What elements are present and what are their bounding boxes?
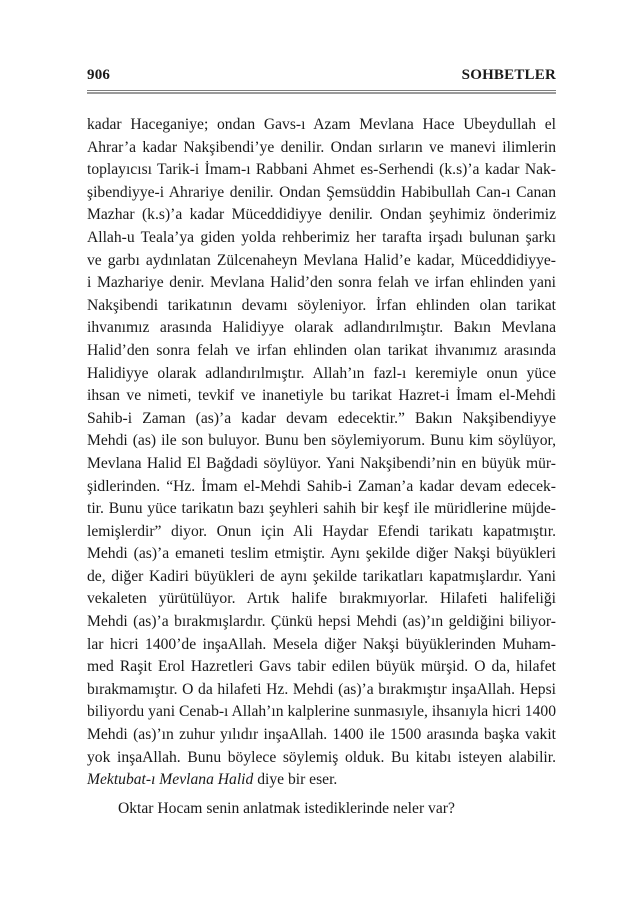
text-line: Mehdi (as)’ın zuhur yılıdır inşaAllah. 1400 ile 1500 arasında başka vakit xyxy=(87,726,556,744)
text-line: i Mazhariye denir. Mevlana Halid’den sonra felah ve irfan ehlinden yani xyxy=(87,274,556,292)
text-line: Halid’den sonra felah ve irfan ehlinden olan tarikat ihvanımız arasında xyxy=(87,341,556,359)
text-line: Mazhar (k.s)’a kadar Müceddidiyye denilir. Ondan şeyhimiz önderimiz xyxy=(87,206,556,224)
text-line: şidlerinden. “Hz. İmam el-Mehdi Sahib-i Zaman’a kadar devam edecek- xyxy=(87,477,556,495)
page-number: 906 xyxy=(87,67,111,83)
text-line: yok inşaAllah. Bunu böylece söylemiş olduk. Bu kitabı isteyen alabilir. xyxy=(87,748,556,766)
text-line: Mevlana Halid El Bağdadi söylüyor. Yani Nakşibendi’nin en büyük mür- xyxy=(87,454,556,472)
text-line: şibendiyye-i Ahrariye denilir. Ondan Şemsüddin Habibullah Can-ı Canan xyxy=(87,183,556,201)
text-line: Sahib-i Zaman (as)’a kadar devam edecektir.” Bakın Nakşibendiyye xyxy=(87,409,556,427)
text-line: Mehdi (as)’a emaneti teslim etmiştir. Aynı şekilde diğer Nakşi büyükleri xyxy=(87,545,556,563)
paragraph-2: Oktar Hocam senin anlatmak istediklerinde neler var? xyxy=(118,799,455,817)
text-line: lar hicri 1400’de inşaAllah. Mesela diğer Nakşi büyüklerinden Muham- xyxy=(87,635,556,653)
text-line: bırakmamıştır. O da hilafeti Hz. Mehdi (as)’a bırakmıştır inşaAllah. Hepsi xyxy=(87,680,556,698)
header-rule-thin xyxy=(87,90,556,91)
running-header xyxy=(87,67,556,87)
text-line: tir. Bunu yüce tarikatın bazı şeyhleri sahih bir keşf ile müridlerine müjde- xyxy=(87,500,556,518)
text-line: ihvanımız arasında Halidiyye olarak adlandırılmıştır. Bakın Mevlana xyxy=(87,319,556,337)
text-line: kadar Haceganiye; ondan Gavs-ı Azam Mevlana Hace Ubeydullah el xyxy=(87,116,556,133)
text-line: Halidiyye olarak adlandırılmıştır. Allah’ın fazl-ı keremiyle onun yüce xyxy=(87,364,556,382)
text-line-rest: diye bir eser. xyxy=(253,771,338,789)
header-rule-thick xyxy=(87,92,556,94)
body-text xyxy=(87,114,556,820)
text-line: toplayıcısı Tarik-i İmam-ı Rabbani Ahmet es-Serhendi (k.s)’a kadar Nak- xyxy=(87,161,556,179)
text-line-last xyxy=(87,769,556,792)
text-line: ihsan ve nimeti, tevkif ve inanetiyle bu tarikat Hazret-i İmam el-Mehdi xyxy=(87,387,556,405)
text-line: Ahrar’a kadar Nakşibendi’ye denilir. Ondan sırların ve manevi ilimlerin xyxy=(87,138,556,156)
text-line: med Raşit Erol Hazretleri Gavs tabir edilen büyük mürşid. O da, hilafet xyxy=(87,658,556,676)
text-line: vekaleten yürütülüyor. Artık halife bırakmıyorlar. Hilafeti halifeliği xyxy=(87,590,556,608)
text-line: ve garbı aydınlatan Zülcenaheyn Mevlana Halid’e kadar, Müceddidiyye- xyxy=(87,251,556,269)
text-line: Allah-u Teala’ya giden yolda rehberimiz her tarafta irşadı bulunan şarkı xyxy=(87,228,556,246)
book-title-italic: Mektubat-ı Mevlana Halid xyxy=(87,771,254,789)
text-line: Mehdi (as) ile son buluyor. Bunu ben söylemiyorum. Bunu kim söylüyor, xyxy=(87,432,556,450)
text-line: de, diğer Kadiri büyükleri de aynı şekilde tarikatları kapatmışlardır. Yani xyxy=(87,567,556,585)
text-line: Mehdi (as)’a bırakmışlardır. Çünkü hepsi Mehdi (as)’ın geldiğini biliyor- xyxy=(87,613,556,631)
text-line: Nakşibendi tarikatının devamı söyleniyor. İrfan ehlinden olan tarikat xyxy=(87,296,556,314)
text-line: lemişlerdir” diyor. Onun için Ali Haydar Efendi tarikatı kapatmıştır. xyxy=(87,522,556,540)
text-line: biliyordu yani Cenab-ı Allah’ın kalplerine sunmasıyle, ihsanıyla hicri 1400 xyxy=(87,703,556,721)
running-title: SOHBETLER xyxy=(461,67,556,83)
paragraph-1 xyxy=(87,114,556,792)
